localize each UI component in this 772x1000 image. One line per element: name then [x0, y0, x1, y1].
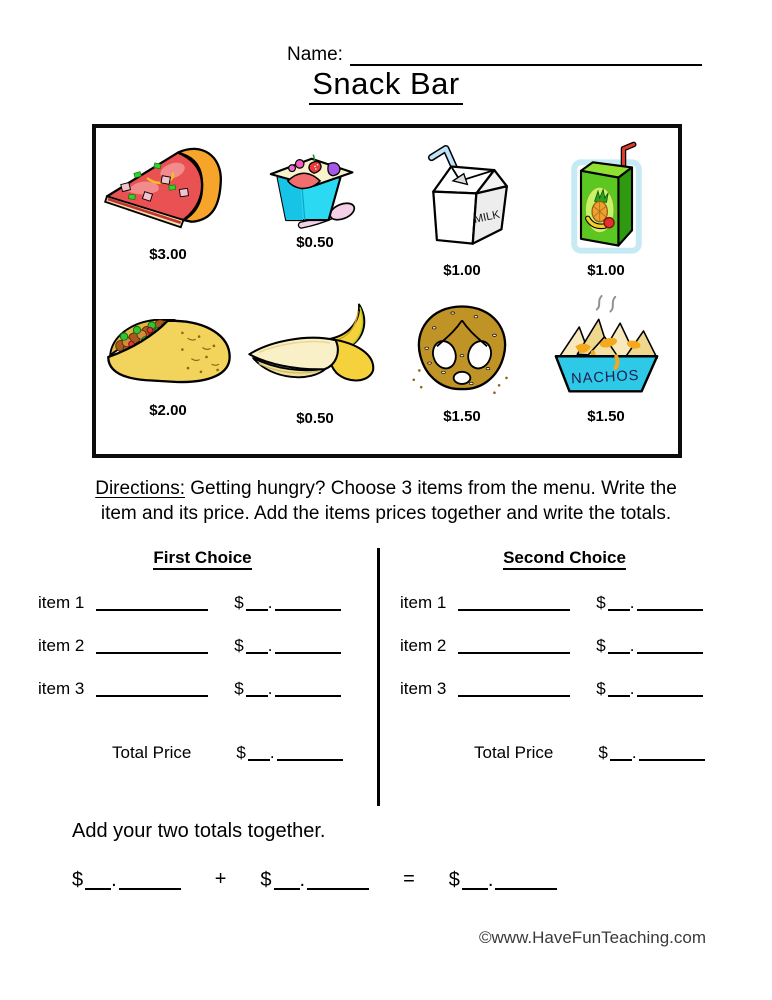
name-label: Name: [287, 44, 343, 65]
sum-second-cents-blank[interactable] [307, 888, 369, 890]
total-price-label: Total Price [112, 743, 192, 762]
first-item-1-name-blank[interactable] [96, 609, 208, 611]
second-item-1-cents-blank[interactable] [637, 609, 703, 611]
ice-cream-cup-price: $0.50 [296, 234, 334, 251]
taco-price: $2.00 [149, 402, 187, 419]
first-choice-item-2-row: item 2 $ . [30, 635, 375, 656]
sum-result-cents-blank[interactable] [495, 888, 557, 890]
sum-first-cents-blank[interactable] [119, 888, 181, 890]
menu-item-taco [96, 286, 240, 454]
second-item-1-dollars-blank[interactable] [608, 609, 630, 611]
second-total-cents-blank[interactable] [639, 759, 705, 761]
ice-cream-cup-icon [264, 140, 366, 232]
milk-price: $1.00 [443, 262, 481, 279]
name-write-in-line[interactable] [350, 46, 702, 66]
pizza-price: $3.00 [149, 246, 187, 263]
first-total-dollars-blank[interactable] [248, 759, 270, 761]
first-choice-item-3-row: item 3 $ . [30, 678, 375, 699]
nachos-icon [548, 292, 665, 404]
totals-equation: $ . + $ . = $ . [72, 866, 557, 892]
first-item-2-name-blank[interactable] [96, 652, 208, 654]
sum-first-dollars-blank[interactable] [85, 888, 111, 890]
first-item-3-dollars-blank[interactable] [246, 695, 268, 697]
second-choice-item-1-row: item 1 $ . [392, 592, 737, 613]
page-title: Snack Bar [0, 66, 772, 102]
item-1-label: item 1 [400, 593, 447, 612]
second-item-3-name-blank[interactable] [458, 695, 570, 697]
first-choice-title: First Choice [30, 548, 375, 568]
item-2-label: item 2 [400, 636, 447, 655]
second-choice-item-3-row: item 3 $ . [392, 678, 737, 699]
second-choice-title: Second Choice [392, 548, 737, 568]
item-2-label: item 2 [38, 636, 85, 655]
first-choice-section [30, 548, 375, 763]
item-1-label: item 1 [38, 593, 85, 612]
milk-carton-label: MILK [472, 208, 501, 226]
second-item-3-dollars-blank[interactable] [608, 695, 630, 697]
plus-sign: + [214, 868, 227, 890]
menu-item-ice-cream-cup [240, 128, 390, 286]
menu-item-banana [240, 286, 390, 454]
menu-item-nachos [534, 286, 678, 454]
first-item-2-dollars-blank[interactable] [246, 652, 268, 654]
banana-price: $0.50 [296, 410, 334, 427]
directions-label: Directions: [95, 478, 185, 499]
second-item-3-cents-blank[interactable] [637, 695, 703, 697]
first-choice-total-row: Total Price $ . [30, 742, 375, 763]
directions-line2: item and its price. Add the items prices together and write the totals. [100, 503, 672, 524]
first-total-cents-blank[interactable] [277, 759, 343, 761]
second-choice-section [392, 548, 737, 763]
item-3-label: item 3 [400, 679, 447, 698]
nachos-price: $1.50 [587, 408, 625, 425]
total-price-label: Total Price [474, 743, 554, 762]
menu-item-juice-box [534, 128, 678, 286]
second-item-1-name-blank[interactable] [458, 609, 570, 611]
first-item-1-dollars-blank[interactable] [246, 609, 268, 611]
snack-menu-box [92, 124, 682, 458]
second-item-2-dollars-blank[interactable] [608, 652, 630, 654]
juice-box-icon [564, 140, 649, 256]
second-choice-total-row: Total Price $ . [392, 742, 737, 763]
first-item-3-name-blank[interactable] [96, 695, 208, 697]
sum-result-dollars-blank[interactable] [462, 888, 488, 890]
milk-carton-icon [408, 136, 516, 258]
equals-sign: = [403, 868, 415, 890]
first-item-1-cents-blank[interactable] [275, 609, 341, 611]
first-item-2-cents-blank[interactable] [275, 652, 341, 654]
nachos-bowl-label: NACHOS [570, 367, 640, 388]
sum-second-dollars-blank[interactable] [274, 888, 300, 890]
first-item-3-cents-blank[interactable] [275, 695, 341, 697]
item-3-label: item 3 [38, 679, 85, 698]
pretzel-price: $1.50 [443, 408, 481, 425]
menu-item-pretzel [390, 286, 534, 454]
menu-item-milk [390, 128, 534, 286]
name-row [287, 44, 702, 66]
add-totals-instruction: Add your two totals together. [72, 820, 326, 842]
first-choice-item-1-row: item 1 $ . [30, 592, 375, 613]
juice-box-price: $1.00 [587, 262, 625, 279]
second-item-2-cents-blank[interactable] [637, 652, 703, 654]
pizza-icon [99, 138, 237, 240]
taco-icon [99, 292, 238, 396]
banana-icon [240, 298, 390, 403]
second-item-2-name-blank[interactable] [458, 652, 570, 654]
second-choice-item-2-row: item 2 $ . [392, 635, 737, 656]
column-divider [377, 548, 380, 806]
pretzel-icon [406, 300, 518, 402]
second-total-dollars-blank[interactable] [610, 759, 632, 761]
copyright-credit: ©www.HaveFunTeaching.com [478, 928, 706, 947]
directions-line1: Getting hungry? Choose 3 items from the menu. Write the [190, 478, 677, 499]
directions [56, 476, 716, 526]
menu-item-pizza [96, 128, 240, 286]
